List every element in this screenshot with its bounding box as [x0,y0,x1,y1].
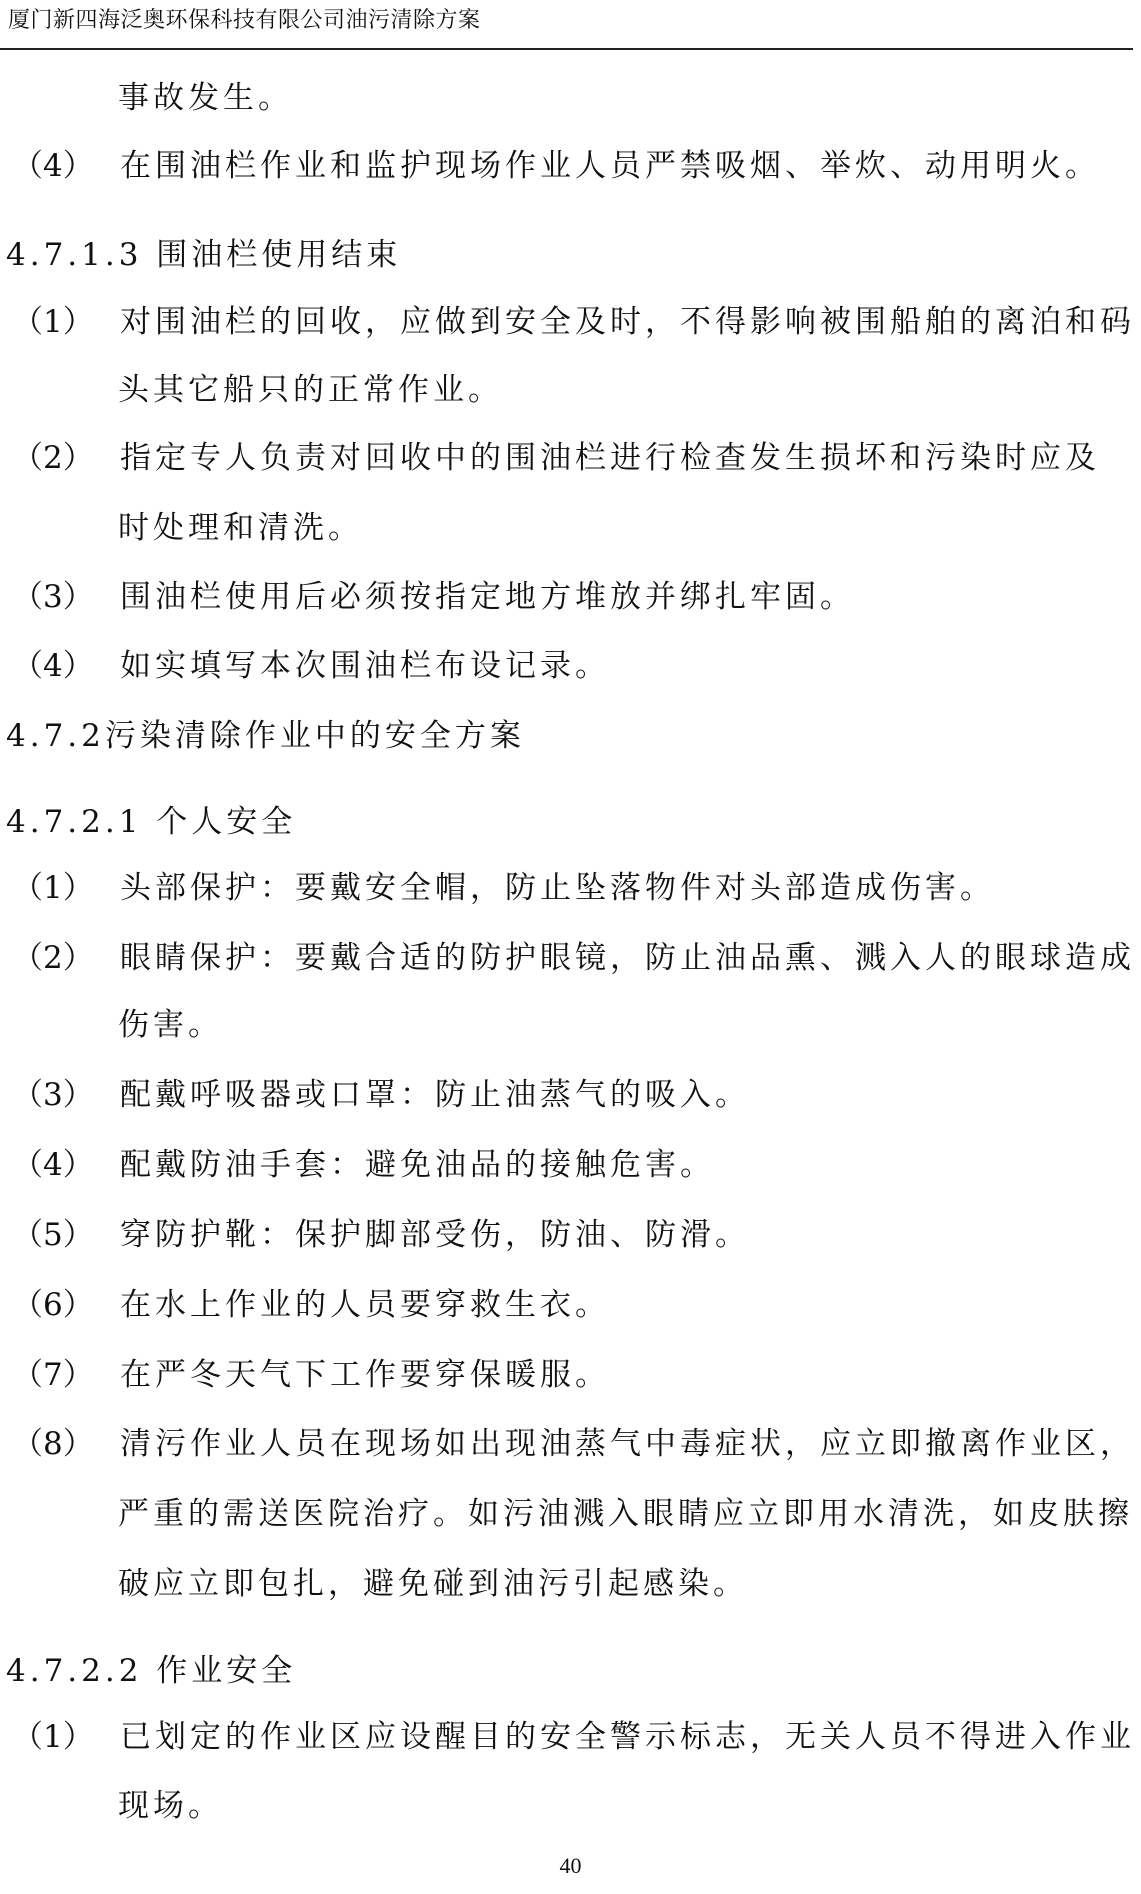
list-item: （3） 围油栏使用后必须按指定地方堆放并绑扎牢固。 [12,579,855,615]
text-line: 事故发生。 [118,80,293,116]
list-item: （8） 清污作业人员在现场如出现油蒸气中毒症状，应立即撤离作业区， [12,1426,1135,1462]
text-line: 现场。 [118,1788,223,1824]
list-index: （2） [12,940,94,976]
list-index: （5） [12,1217,94,1253]
text-line: 头其它船只的正常作业。 [118,372,503,408]
list-index: （2） [12,440,94,476]
list-item: （1） 已划定的作业区应设醒目的安全警示标志，无关人员不得进入作业 [12,1719,1135,1755]
list-index: （6） [12,1287,94,1323]
section-heading: 4.7.2污染清除作业中的安全方案 [6,718,525,754]
list-item: （2） 指定专人负责对回收中的围油栏进行检查发生损坏和污染时应及 [12,440,1100,476]
text-line: 严重的需送医院治疗。如污油溅入眼睛应立即用水清洗，如皮肤擦 [118,1496,1133,1532]
header-rule [0,48,1133,50]
header-title: 厦门新四海泛奥环保科技有限公司油污清除方案 [8,8,481,33]
list-item: （1） 头部保护：要戴安全帽，防止坠落物件对头部造成伤害。 [12,870,995,906]
text-line: 时处理和清洗。 [118,510,363,546]
list-index: （4） [12,148,94,184]
list-item: （4） 配戴防油手套：避免油品的接触危害。 [12,1147,715,1183]
list-index: （8） [12,1426,94,1462]
list-item: （2） 眼睛保护：要戴合适的防护眼镜，防止油品熏、溅入人的眼球造成 [12,940,1135,976]
list-item: （6） 在水上作业的人员要穿救生衣。 [12,1287,610,1323]
list-index: （4） [12,1147,94,1183]
list-item: （7） 在严冬天气下工作要穿保暖服。 [12,1357,610,1393]
text-line: 破应立即包扎，避免碰到油污引起感染。 [118,1566,748,1602]
list-index: （7） [12,1357,94,1393]
list-item: （3） 配戴呼吸器或口罩：防止油蒸气的吸入。 [12,1077,750,1113]
list-index: （3） [12,1077,94,1113]
list-index: （1） [12,304,94,340]
list-index: （4） [12,648,94,684]
list-item: （5） 穿防护靴：保护脚部受伤，防油、防滑。 [12,1217,750,1253]
list-index: （1） [12,870,94,906]
section-heading: 4.7.1.3 围油栏使用结束 [6,237,402,273]
list-item: （1） 对围油栏的回收，应做到安全及时，不得影响被围船舶的离泊和码 [12,304,1135,340]
page-header [0,0,1141,52]
list-item: （4） 在围油栏作业和监护现场作业人员严禁吸烟、举炊、动用明火。 [12,148,1100,184]
page-number: 40 [559,1853,582,1878]
section-heading: 4.7.2.1 个人安全 [6,804,297,840]
list-index: （1） [12,1719,94,1755]
list-item: （4） 如实填写本次围油栏布设记录。 [12,648,610,684]
section-heading: 4.7.2.2 作业安全 [6,1653,297,1689]
text-line: 伤害。 [118,1007,223,1043]
list-index: （3） [12,579,94,615]
